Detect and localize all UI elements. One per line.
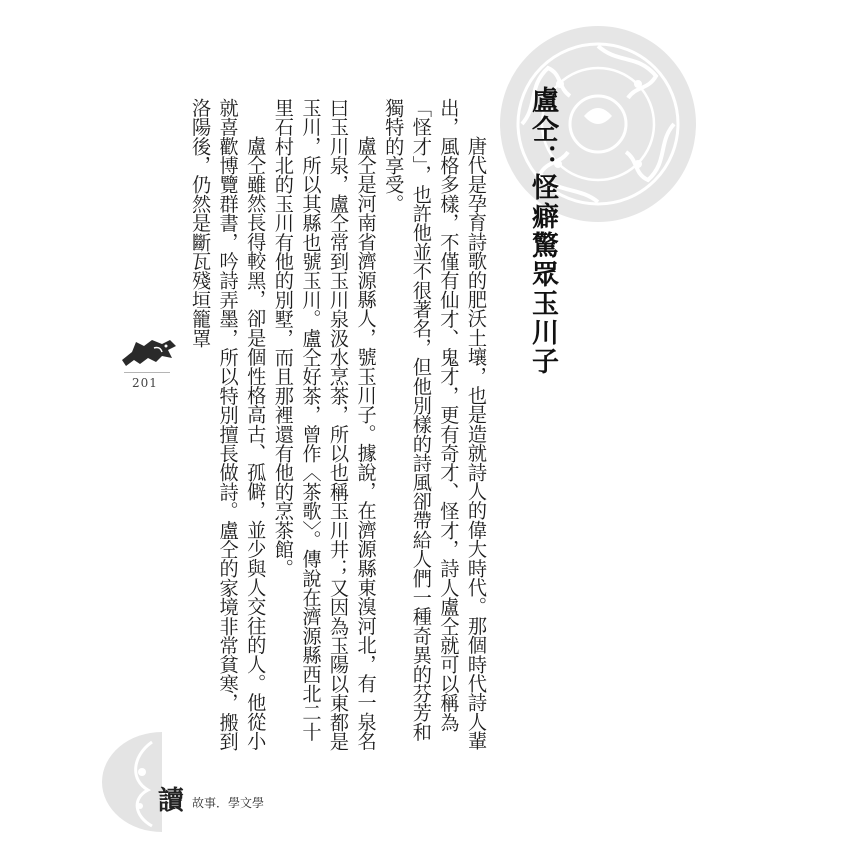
page-number-rule: [124, 372, 170, 373]
running-animal-icon: [118, 330, 180, 374]
paragraph-1: 唐代是孕育詩歌的肥沃土壤，也是造就詩人的偉大時代。那個時代詩人輩出，風格多樣，不僅有仙才、鬼才，更有奇才、怪才，詩人盧仝就可以稱為「怪才」，也許他並不很著名，但他別樣的詩風卻帶給人們一種奇異的芬芳和獨特的享受。: [382, 98, 488, 751]
chapter-title: 盧仝：怪癖驚眾玉川子: [527, 86, 558, 376]
page-number: 201: [132, 376, 158, 390]
body-text: [189, 98, 490, 758]
series-mark: 讀: [158, 786, 185, 816]
paragraph-3: 盧仝雖然長得較黑，卻是個性格高古、孤僻，並少與人交往的人。他從小就喜歡博覽群書，吟詩弄墨，所以特別擅長做詩。盧仝的家境非常貧寒，搬到洛陽後，仍然是斷瓦殘垣籠罩: [189, 98, 268, 751]
paragraph-2: 盧仝是河南省濟源縣人，號玉川子。據說，在濟源縣東溴河北，有一泉名曰玉川泉，盧仝常到玉川泉汲水烹茶，所以也稱玉川井；又因為玉陽以東都是玉川，所以其縣也號玉川。盧仝好茶，曾作〈茶歌〉。傳說在濟源縣西北二十里石村北的玉川有他的別墅，而且那裡還有他的烹茶館。: [271, 98, 378, 751]
series-title: 故事．學文學: [192, 796, 265, 810]
